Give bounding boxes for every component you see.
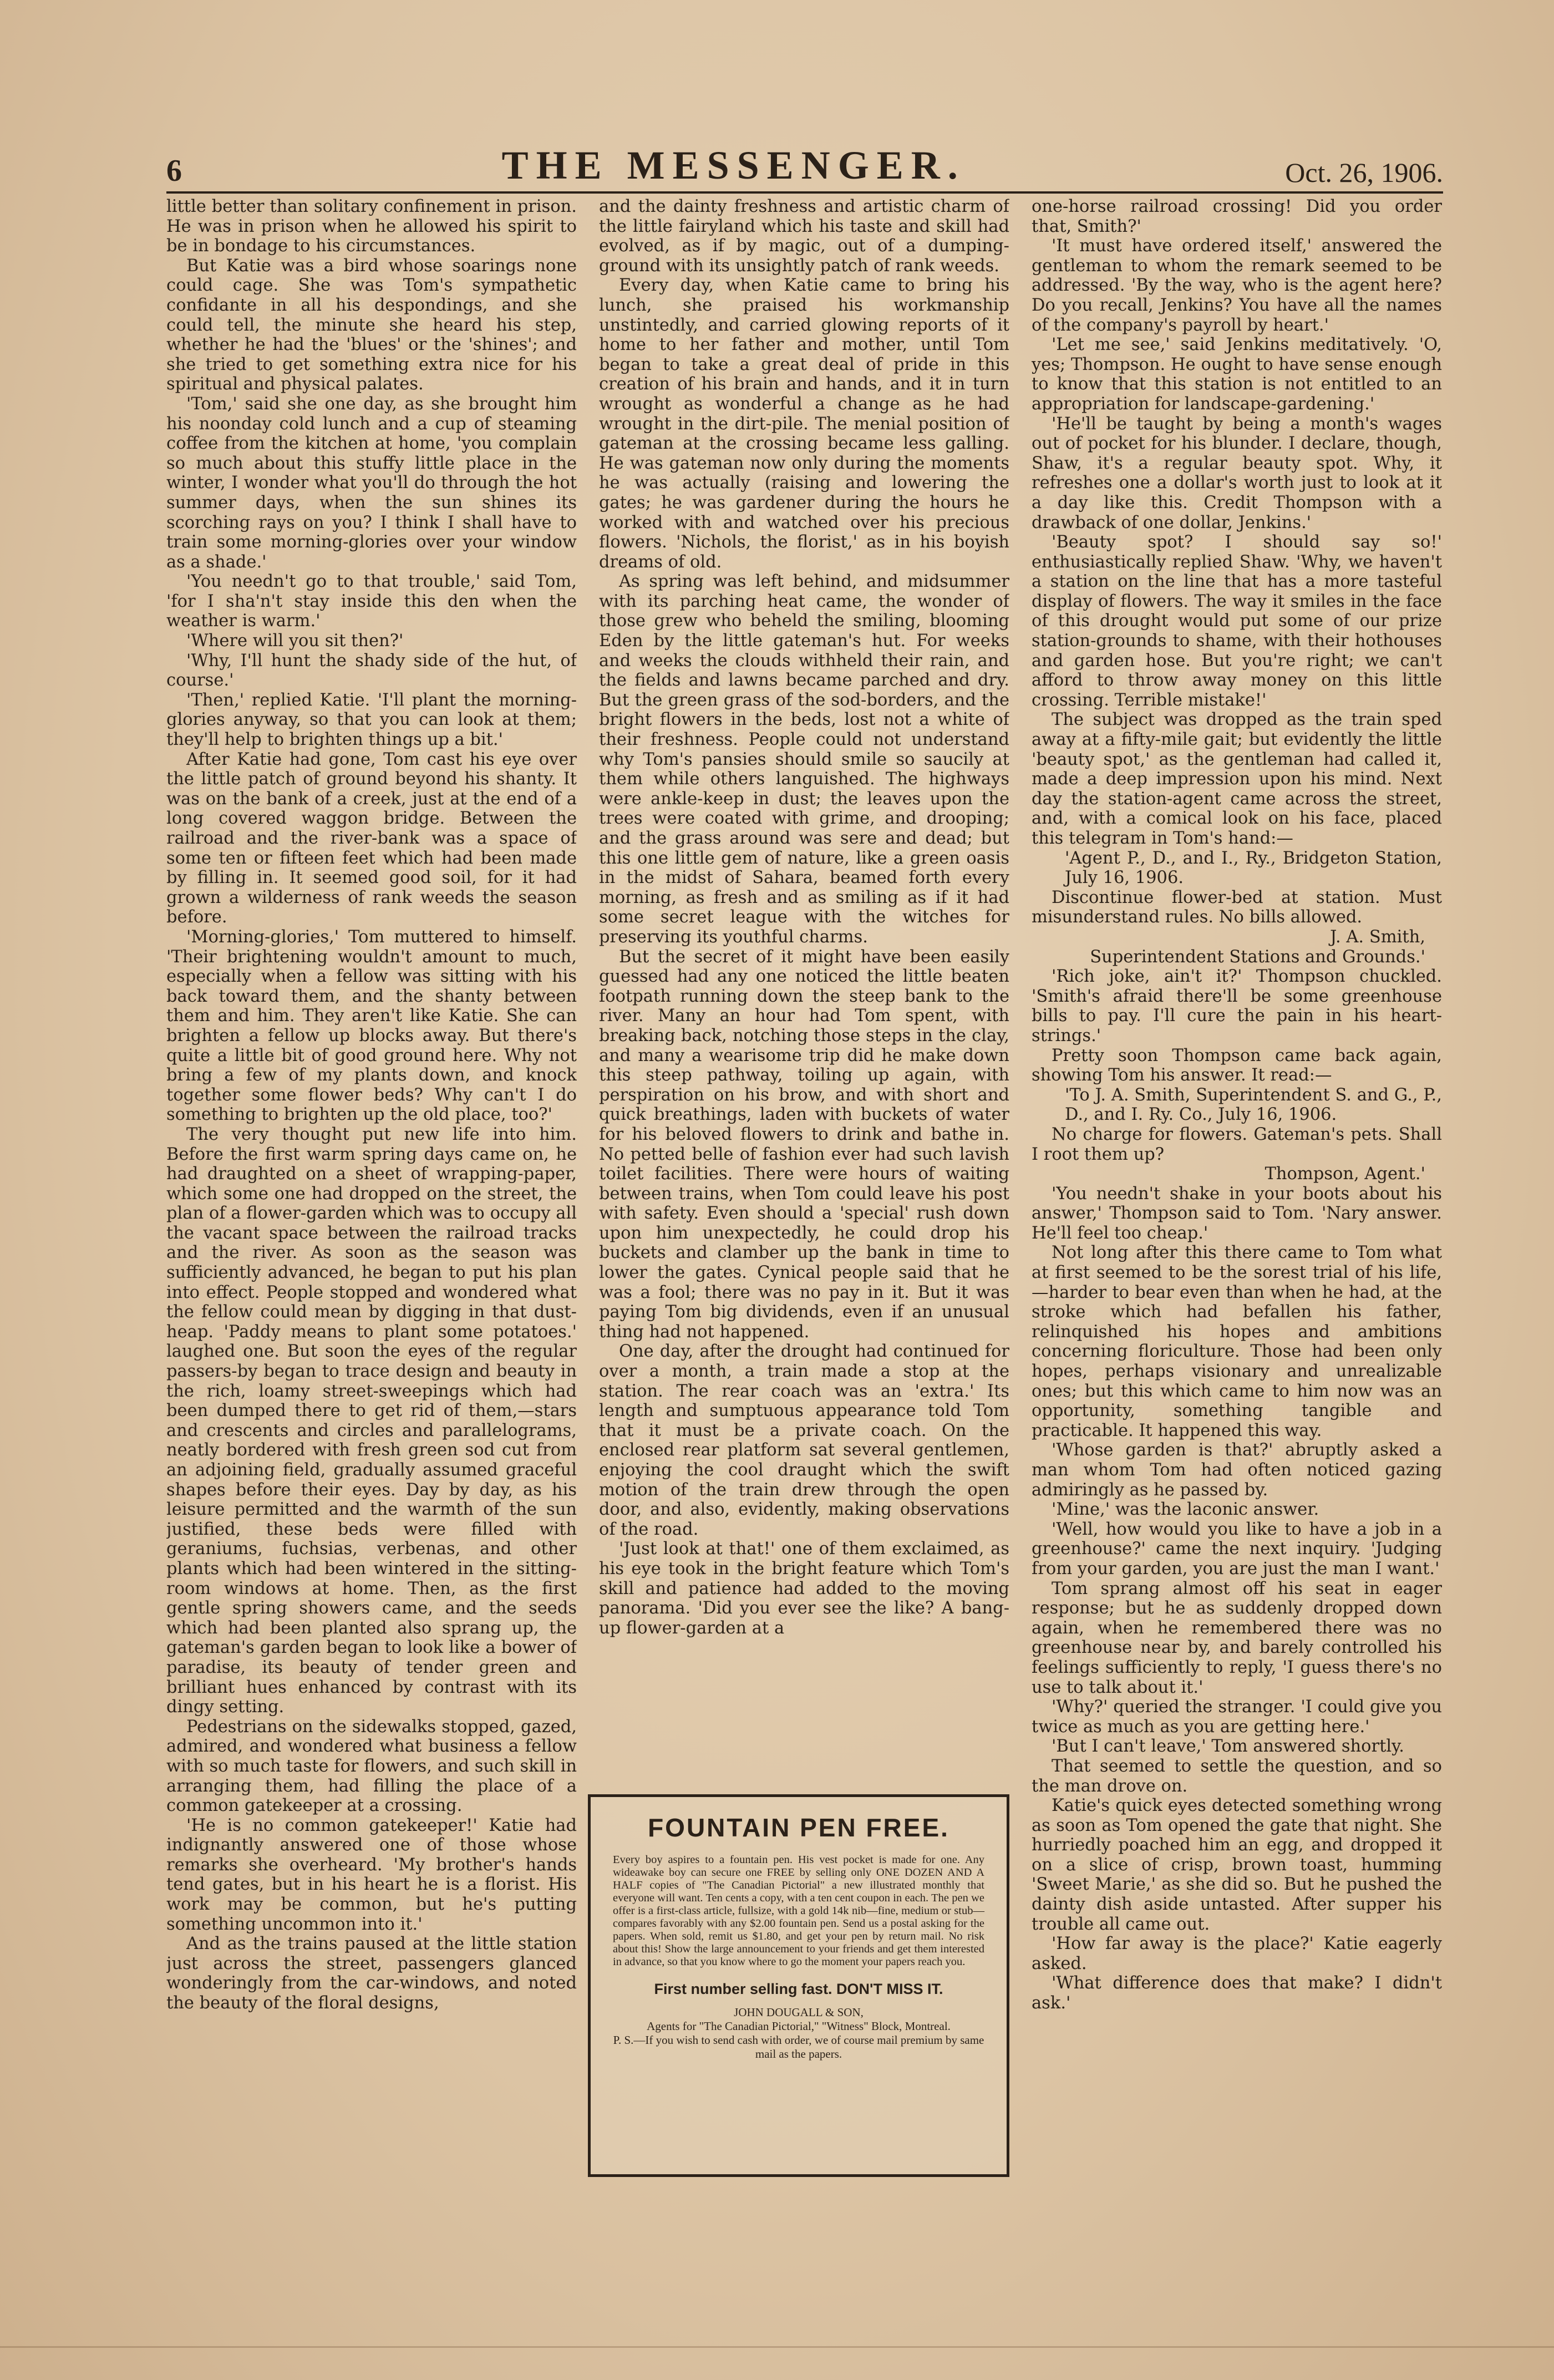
paragraph: 'Rich joke, ain't it?' Thompson chuckled. 'Smith's afraid there'll be some greenhouse bills to pay. I'll cure the pain in his heart-strings.' (1032, 967, 1442, 1046)
paragraph: one-horse railroad crossing! Did you order that, Smith?' (1032, 197, 1442, 236)
paper-fold-line (0, 2346, 1554, 2348)
paragraph: Superintendent Stations and Grounds.' (1090, 947, 1425, 967)
ad-body: Every boy aspires to a fountain pen. His vest pocket is made for one. Any wideawake boy can secure one FREE by selling only ONE DOZEN AND A HALF copies of "The Canadian Pictorial" a new illustrated monthly that everyone will want. Ten cents a copy, with a ten cent coupon in each. The pen we offer is a first-class article, fullsize, with a gold 14k nib—fine, medium or stub—compares favorably with any $2.00 fountain pen. Send us a postal asking for the papers. When sold, remit us $1.80, and get your pen by return mail. No risk about this! Show the large announcement to your friends and get them interested in advance, so that you know where to go the moment your papers reach you. (613, 1854, 984, 1968)
paragraph: But the secret of it might have been easily guessed had any one noticed the little beaten footpath running down the steep bank to the river. Many an hour had Tom spent, with breaking back, notching those steps in the clay, and many a wearisome trip did he make down this steep pathway, toiling up again, with perspiration on his brow, and with short and quick breathings, laden with buckets of water for his beloved flowers to drink and bathe in. No petted belle of fashion ever had such lavish toilet facilities. There were hours of waiting between trains, when Tom could leave his post with safety. Even should a 'special' rush down upon him unexpectedly, he could drop his buckets and clamber up the bank in time to lower the gates. Cynical people said that he was a fool; there was no pay in it. But it was paying Tom big dividends, even if an unusual thing had not happened. (599, 947, 1009, 1342)
article-columns (166, 197, 1442, 2194)
ad-title: FOUNTAIN PEN FREE. (648, 1813, 949, 1842)
paragraph: 'Why?' queried the stranger. 'I could give you twice as much as you are getting here.' (1032, 1697, 1442, 1737)
paragraph: 'Tom,' said she one day, as she brought him his noonday cold lunch and a cup of steaming coffee from the kitchen at home, 'you complain so much about this stuffy little place in the winter, I wonder what you'll do through the hot summer days, when the sun shines its scorching rays on you? I think I shall have to train some morning-glories over your window as a shade.' (166, 394, 577, 572)
paragraph: One day, after the drought had continued for over a month, a train made a stop at the station. The rear coach was an 'extra.' Its length and sumptuous appearance told Tom that it must be a private coach. On the enclosed rear platform sat several gentlemen, enjoying the cool draught which the swift motion of the train drew through the open door, and also, evidently, making observations of the road. (599, 1342, 1009, 1539)
paragraph: 'Just look at that!' one of them exclaimed, as his eye took in the bright feature which Tom's skill and patience had added to the moving panorama. 'Did you ever see the like? A bang-up flower-garden at a (599, 1539, 1009, 1638)
newspaper-title: THE MESSENGER. (501, 143, 966, 187)
page-number: 6 (166, 154, 182, 188)
paragraph: 'It must have ordered itself,' answered the gentleman to whom the remark seemed to be addressed. 'By the way, who is the agent here? Do you recall, Jenkins? You have all the names of the company's payroll by heart.' (1032, 236, 1442, 335)
ad-slogan: First number selling fast. DON'T MISS IT. (654, 1981, 943, 1997)
paragraph: 'You needn't shake in your boots about his answer,' Thompson said to Tom. 'Nary answer. He'll feel too cheap.' (1032, 1184, 1442, 1243)
paragraph: 'Well, how would you like to have a job in a greenhouse?' came the next inquiry. 'Judging from your garden, you are just the man I want.' (1032, 1519, 1442, 1579)
issue-date: Oct. 26, 1906. (1285, 157, 1443, 188)
paragraph: That seemed to settle the question, and so the man drove on. (1032, 1756, 1442, 1796)
paragraph: Tom sprang almost off his seat in eager response; but he as suddenly dropped down again, when he remembered there was no greenhouse near by, and barely controlled his feelings sufficiently to reply, 'I guess there's no use to talk about it.' (1032, 1579, 1442, 1697)
paragraph: and the dainty freshness and artistic charm of the little fairyland which his taste and skill had evolved, as if by magic, out of a dumping-ground with its unsightly patch of rank weeds. (599, 197, 1009, 276)
paragraph: Pretty soon Thompson came back again, showing Tom his answer. It read:— (1032, 1046, 1442, 1085)
paragraph: 'Mine,' was the laconic answer. (1052, 1500, 1319, 1520)
paragraph: J. A. Smith, (1330, 927, 1425, 947)
paragraph: 'Morning-glories,' Tom muttered to himself. 'Their brightening wouldn't amount to much, especially when a fellow was sitting with his back toward them, and the shanty between them and him. They aren't like Katie. She can brighten a fellow up blocks away. But there's quite a little bit of good ground here. Why not bring a few of my plants down, and knock together some flower beds? Why can't I do something to brighten up the old place, too?' (166, 927, 577, 1125)
paragraph: 'Beauty spot? I should say so!' enthusiastically replied Shaw. 'Why, we haven't a station on the line that has a more tasteful display of flowers. The way it smiles in the face of this drought would put some of our prize station-grounds to shame, with their hothouses and garden hose. But you're right; we can't afford to throw away money on this little crossing. Terrible mistake!' (1032, 532, 1442, 710)
paragraph: The very thought put new life into him. Before the first warm spring days came on, he had draughted on a sheet of wrapping-paper, which some one had dropped on the street, the plan of a flower-garden which was to occupy all the vacant space between the railroad tracks and the river. As soon as the season was sufficiently advanced, he began to put his plan into effect. People stopped and wondered what the fellow could mean by digging in that dust-heap. 'Paddy means to plant some potatoes.' laughed one. But soon the eyes of the regular passers-by began to trace design and beauty in the rich, loamy street-sweepings which had been dumped there to get rid of them,—stars and crescents and circles and parallelograms, neatly bordered with fresh green sod cut from an adjoining field, gradually assumed graceful shapes before their eyes. Day by day, as his leisure permitted and the warmth of the sun justified, these beds were filled with geraniums, fuchsias, verbenas, and other plants which had been wintered in the sitting-room windows at home. Then, as the first gentle spring showers came, and the seeds which had been planted also sprang up, the gateman's garden began to look like a bower of paradise, its beauty of tender green and brilliant hues enhanced by contrast with its dingy setting. (166, 1124, 577, 1717)
paragraph: little better than solitary confinement in prison. He was in prison when he allowed his spirit to be in bondage to his circumstances. (166, 197, 577, 256)
paragraph: After Katie had gone, Tom cast his eye over the little patch of ground beyond his shanty. It was on the bank of a creek, just at the end of a long covered waggon bridge. Between the railroad and the river-bank was a space of some ten or fifteen feet which had been made by filling in. It seemed good soil, for it had grown a wilderness of rank weeds the season before. (166, 749, 577, 927)
paragraph: 'Agent P., D., and I., Ry., Bridgeton Station, July 16, 1906. (1065, 848, 1442, 888)
ad-postscript: P. S.—If you wish to send cash with order, we of course mail premium by same mail as the papers. (613, 2033, 984, 2061)
paragraph: Pedestrians on the sidewalks stopped, gazed, admired, and wondered what business a fellow with so much taste for flowers, and such skill in arranging them, had filling the place of a common gatekeeper at a crossing. (166, 1717, 577, 1816)
ad-signature: JOHN DOUGALL & SON, (734, 2006, 864, 2019)
paragraph: 'Whose garden is that?' abruptly asked a man whom Tom had often noticed gazing admiringly as he passed by. (1032, 1440, 1442, 1500)
paragraph: The subject was dropped as the train sped away at a fifty-mile gait; but evidently the little 'beauty spot,' as the gentleman had called it, made a deep impression upon his mind. Next day the station-agent came across the street, and, with a comical look on his face, placed this telegram in Tom's hand:— (1032, 710, 1442, 848)
fountain-pen-advertisement (588, 1794, 1009, 2177)
paragraph: Katie's quick eyes detected something wrong as soon as Tom opened the gate that night. She hurriedly poached him an egg, and dropped it on a slice of crisp, brown toast, humming 'Sweet Marie,' as she did so. But he pushed the dainty dish aside untasted. After supper his trouble all came out. (1032, 1796, 1442, 1934)
paragraph: 'Why, I'll hunt the shady side of the hut, of course.' (166, 651, 577, 691)
paragraph: 'Then,' replied Katie. 'I'll plant the morning-glories anyway, so that you can look at them; they'll help to brighten things up a bit.' (166, 690, 577, 750)
paragraph: 'He is no common gatekeeper!' Katie had indignantly answered one of those whose remarks she overheard. 'My brother's hands tend gates, but in his heart he is a florist. His work may be common, but he's putting something uncommon into it.' (166, 1815, 577, 1934)
paragraph: 'What difference does that make? I didn't ask.' (1032, 1973, 1442, 2013)
paragraph: No charge for flowers. Gateman's pets. Shall I root them up? (1032, 1124, 1442, 1164)
paragraph: 'But I can't leave,' Tom answered shortly. (1052, 1737, 1404, 1757)
paragraph: As spring was left behind, and midsummer with its parching heat came, the wonder of those grew who beheld the smiling, blooming Eden by the little gateman's hut. For weeks and weeks the clouds withheld their rain, and the fields and lawns became parched and dry. But the green grass of the sod-borders, and the bright flowers in the beds, lost not a white of their freshness. People could not understand why Tom's pansies should smile so saucily at them while others languished. The highways were ankle-keep in dust; the leaves upon the trees were coated with grime, and drooping; and the grass around was sere and dead; but this one little gem of nature, like a green oasis in the midst of Sahara, beamed forth every morning, as fresh and as smiling as if it had some secret league with the witches for preserving its youthful charms. (599, 572, 1009, 947)
masthead (166, 139, 1443, 189)
ad-agents: Agents for "The Canadian Pictorial," "Witness" Block, Montreal. (647, 2019, 951, 2033)
paragraph: 'Where will you sit then?' (186, 631, 404, 651)
column-1 (166, 197, 577, 2194)
column-3 (1032, 197, 1442, 2194)
paragraph: Discontinue flower-bed at station. Must misunderstand rules. No bills allowed. (1032, 887, 1442, 927)
paragraph: Thompson, Agent.' (1264, 1164, 1425, 1184)
paragraph: 'He'll be taught by being a month's wages out of pocket for his blunder. I declare, though, Shaw, it's a regular beauty spot. Why, it refreshes one a dollar's worth just to look at it a day like this. Credit Thompson with a drawback of one dollar, Jenkins.' (1032, 414, 1442, 532)
paragraph: 'You needn't go to that trouble,' said Tom, 'for I sha'n't stay inside this den when the weather is warm.' (166, 572, 577, 631)
paragraph: 'To J. A. Smith, Superintendent S. and G., P., D., and I. Ry. Co., July 16, 1906. (1065, 1085, 1442, 1125)
paragraph: 'How far away is the place?' Katie eagerly asked. (1032, 1934, 1442, 1973)
paragraph: And as the trains paused at the little station just across the street, passengers glanced wonderingly from the car-windows, and noted the beauty of the floral designs, (166, 1934, 577, 2013)
header-rule (166, 191, 1443, 194)
paragraph: Not long after this there came to Tom what at first seemed to be the sorest trial of his life,—harder to bear even than when he had, at the stroke which had befallen his father, relinquished his hopes and ambitions concerning floriculture. Those had been only hopes, perhaps visionary and unrealizable ones; but this which came to him now was an opportunity, something tangible and practicable. It happened this way. (1032, 1243, 1442, 1440)
paragraph: 'Let me see,' said Jenkins meditatively. 'O, yes; Thompson. He ought to have sense enough to know that this station is not entitled to an appropriation for landscape-gardening.' (1032, 335, 1442, 414)
paragraph: But Katie was a bird whose soarings none could cage. She was Tom's sympathetic confidante in all his despondings, and she could tell, the minute she heard his step, whether he had the 'blues' or the 'shines'; and she tried to get something extra nice for his spiritual and physical palates. (166, 256, 577, 394)
paragraph: Every day, when Katie came to bring his lunch, she praised his workmanship unstintedly, and carried glowing reports of it home to her father and mother, until Tom began to take a great deal of pride in this creation of his brain and hands, and it in turn wrought as wonderful a change as he had wrought in the dirt-pile. The menial position of gateman at the crossing became less galling. He was gateman now only during the moments he was actually (raising and lowering the gates; he was gardener during the hours he worked with and watched over his precious flowers. 'Nichols, the florist,' as in his boyish dreams of old. (599, 276, 1009, 572)
